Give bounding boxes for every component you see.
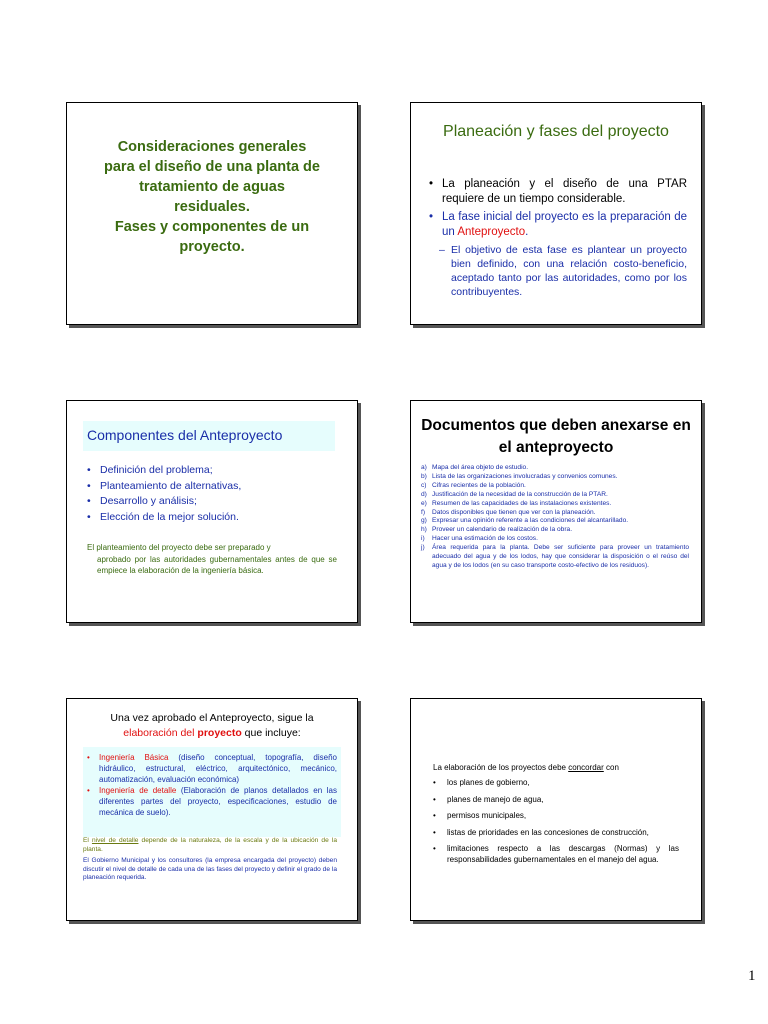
document-item [421, 464, 689, 473]
list-item [87, 479, 241, 495]
slide-1 [66, 102, 358, 325]
dash-icon: – [439, 244, 445, 256]
list-item [87, 753, 337, 785]
list-item-text: Elección de la mejor solución. [100, 510, 239, 523]
intro-tail: que incluye: [241, 727, 301, 739]
item-text: Datos disponibles que tienen que ver con la planeación. [432, 508, 596, 516]
note-underlined: nivel de detalle [91, 837, 139, 844]
bullet-icon: • [433, 844, 436, 853]
item-text: Expresar una opinión referente a las condiciones del alcantarillado. [432, 517, 629, 525]
document-item [421, 491, 689, 500]
document-item [421, 517, 689, 526]
title-line: residuales. [174, 199, 250, 215]
title-line: Fases y componentes de un [114, 219, 310, 235]
list-item-text: Definición del problema; [100, 464, 213, 476]
title-line: Consideraciones generales [117, 139, 307, 155]
item-key: g) [421, 517, 427, 525]
intro-text-end: con [603, 763, 619, 772]
bullet-icon: • [429, 178, 434, 190]
document-item [421, 526, 689, 535]
bullet-icon: • [87, 495, 91, 507]
list-item-text: los planes de gobierno, [447, 778, 530, 787]
list-item [433, 844, 679, 865]
note-text: El [83, 837, 92, 844]
document-item [421, 509, 689, 518]
intro-underlined: concordar [568, 763, 604, 772]
document-item [421, 535, 689, 544]
list-item-text: Planteamiento de alternativas, [100, 479, 242, 492]
bullet-icon: • [87, 786, 90, 796]
sub-bullet-item [429, 243, 687, 299]
documents-list [421, 464, 689, 571]
slide-2 [410, 102, 702, 325]
item-key: c) [421, 481, 427, 489]
slide-3-title: Componentes del Anteproyecto [87, 427, 283, 443]
list-item [433, 778, 679, 789]
intro-red-bold: proyecto [197, 727, 242, 739]
item-text: Justificación de la necesidad de la construcción de la PTAR. [432, 490, 608, 498]
bullet-icon: • [429, 211, 434, 223]
item-text: Proveer un calendario de realización de la obra. [432, 526, 573, 534]
item-text: Área requerida para la planta. Debe ser suficiente para proveer un tratamiento adecuado del agua y de los lodos, hay que considerar la disposición o el reúso del agua y de los lodos (en su caso transporte costo-efectivo de los residuos). [432, 544, 689, 569]
intro-text: La elaboración de los proyectos debe [433, 763, 569, 772]
bullet-icon: • [433, 811, 436, 820]
intro-line: Una vez aprobado el Anteproyecto, sigue la [110, 712, 314, 724]
slide-5 [66, 698, 358, 921]
components-list [87, 463, 241, 525]
item-text: (diseño conceptual, topografía, diseño hidráulico, estructural, eléctrico, arquitectónico, mecánico, automatización, evaluación económica) [99, 753, 337, 784]
title-line: para el diseño de una planta de [104, 159, 320, 175]
slide-4 [410, 400, 702, 623]
list-item-text: Desarrollo y análisis; [100, 495, 197, 507]
detail-level-note [83, 837, 337, 854]
anteproyecto-highlight: Anteproyecto [457, 226, 526, 238]
paragraph-rest: aprobado por las autoridades gubernamentales antes de que se empiece la elaboración de la ingeniería básica. [97, 554, 337, 575]
intro-line-2 [77, 726, 347, 741]
item-text: (Elaboración de planos detallados en las diferentes partes del proyecto, especificaciones, estudio de mecánica de suelo). [99, 786, 337, 817]
document-item [421, 482, 689, 491]
item-text: Cifras recientes de la población. [432, 481, 526, 489]
bullet-item [429, 177, 687, 207]
document-item [421, 500, 689, 509]
list-item [87, 786, 337, 818]
slide-6 [410, 698, 702, 921]
list-item [87, 463, 241, 479]
title-line: proyecto. [179, 239, 245, 255]
paragraph-first-line: El planteamiento del proyecto debe ser preparado y [87, 543, 271, 552]
bullet-item [429, 210, 687, 240]
bullet-icon: • [87, 510, 91, 523]
list-item [433, 795, 679, 806]
item-key: a) [421, 464, 427, 471]
list-item [87, 494, 241, 510]
item-text: Hacer una estimación de los costos. [432, 535, 538, 543]
item-key: f) [421, 508, 426, 516]
list-item-text: planes de manejo de agua, [447, 794, 544, 804]
item-key: b) [421, 472, 427, 480]
item-text: Mapa del área objeto de estudio. [432, 464, 529, 471]
concordance-list [433, 778, 679, 871]
list-item [433, 828, 679, 839]
slide-6-intro [433, 762, 685, 773]
slide-1-title [77, 137, 347, 257]
bullet-icon: • [433, 778, 436, 787]
bullet-icon: • [433, 827, 436, 837]
slide-5-intro [77, 711, 347, 741]
document-item [421, 544, 689, 571]
bullet-icon: • [87, 479, 91, 492]
slide-3 [66, 400, 358, 623]
bullet-text: La fase inicial del proyecto es la preparación de un [442, 211, 687, 238]
bullet-text: La planeación y el diseño de una PTAR requiere de un tiempo considerable. [442, 178, 687, 205]
sub-bullet-text: El objetivo de esta fase es plantear un proyecto bien definido, con una relación costo-beneficio, aceptado tanto por las autoridades, como por los contribuyentes. [451, 244, 687, 298]
item-text: Lista de las organizaciones involucradas y convenios comunes. [432, 472, 618, 480]
slide-3-paragraph [87, 542, 337, 577]
bullet-icon: • [87, 753, 90, 762]
bullet-icon: • [87, 464, 91, 476]
list-item [87, 510, 241, 526]
list-item-text: limitaciones respecto a las descargas (Normas) y las responsabilidades gubernamentales en el manejo del agua. [447, 844, 679, 864]
intro-red: elaboración del [123, 727, 198, 739]
government-note: El Gobierno Municipal y los consultores (la empresa encargada del proyecto) deben discutir el nivel de detalle de cada una de las fases del proyecto y definir el grado de la planeación requerida. [83, 857, 337, 882]
slide-4-title: Documentos que deben anexarse en el anteproyecto [421, 417, 691, 456]
item-key: j) [421, 544, 425, 552]
note-text-end: depende de la naturaleza, de la escala y de la ubicación de la planta. [83, 837, 337, 853]
page-number: 1 [748, 968, 756, 984]
item-highlight: Ingeniería Básica [99, 753, 169, 762]
slide-2-title: Planeación y fases del proyecto [443, 123, 669, 140]
item-key: i) [421, 535, 425, 543]
item-key: h) [421, 526, 427, 534]
item-key: d) [421, 490, 427, 498]
list-item-text: permisos municipales, [447, 811, 527, 820]
bullet-icon: • [433, 794, 436, 804]
list-item [433, 811, 679, 822]
list-item-text: listas de prioridades en las concesiones de construcción, [447, 827, 649, 837]
item-highlight: Ingeniería de detalle [99, 786, 177, 796]
slide-2-body [429, 177, 687, 299]
item-text: Resumen de las capacidades de las instalaciones existentes. [432, 499, 612, 507]
title-line: tratamiento de aguas [139, 179, 285, 195]
bullet-text-end: . [525, 226, 529, 238]
document-item [421, 473, 689, 482]
item-key: e) [421, 499, 427, 507]
engineering-list [87, 753, 337, 820]
